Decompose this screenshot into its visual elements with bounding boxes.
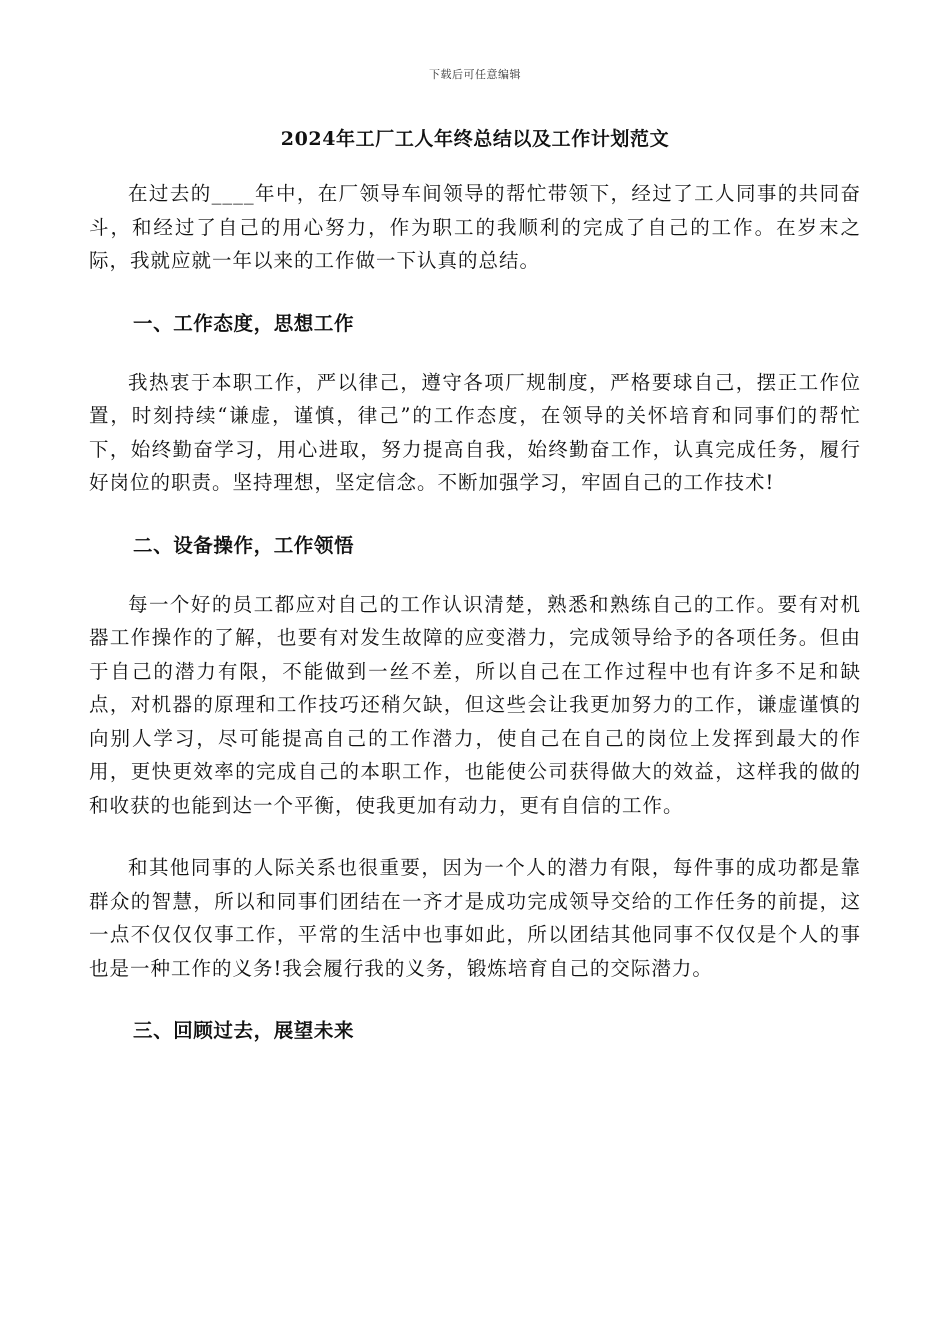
section-2-paragraph-2: 和其他同事的人际关系也很重要，因为一个人的潜力有限，每件事的成功都是靠群众的智慧，所以和同事们团结在一齐才是成功完成领导交给的工作任务的前提，这一点不仅仅仅事工作，平常的生活中也事如此，所以团结其他同事不仅仅是个人的事也是一种工作的义务!我会履行我的义务，锻炼培育自己的交际潜力。 (89, 856, 861, 980)
header-note: 下载后可任意编辑 (429, 68, 521, 81)
section-3-heading: 三、回顾过去，展望未来 (133, 1019, 355, 1042)
document-body (89, 177, 861, 1073)
intro-paragraph: 在过去的____年中，在厂领导车间领导的帮忙带领下，经过了工人同事的共同奋斗，和经过了自己的用心努力，作为职工的我顺利的完成了自己的工作。在岁末之际，我就应就一年以来的工作做一下认真的总结。 (89, 182, 861, 272)
section-2-heading: 二、设备操作，工作领悟 (133, 533, 355, 557)
section-2-paragraph-1: 每一个好的员工都应对自己的工作认识清楚，熟悉和熟练自己的工作。要有对机器工作操作的了解，也要有对发生故障的应变潜力，完成领导给予的各项任务。但由于自己的潜力有限，不能做到一丝不差，所以自己在工作过程中也有许多不足和缺点，对机器的原理和工作技巧还稍欠缺，但这些会让我更加努力的工作，谦虚谨慎的向别人学习，尽可能提高自己的工作潜力，使自己在自己的岗位上发挥到最大的作用，更快更效率的完成自己的本职工作，也能使公司获得做大的效益，这样我的做的和收获的也能到达一个平衡，使我更加有动力，更有自信的工作。 (89, 592, 861, 817)
document-title: 2024年工厂工人年终总结以及工作计划范文 (280, 128, 670, 150)
section-1-paragraph: 我热衷于本职工作，严以律己，遵守各项厂规制度，严格要球自己，摆正工作位置，时刻持续“谦虚，谨慎，律己”的工作态度，在领导的关怀培育和同事们的帮忙下，始终勤奋学习，用心进取，努力提高自我，始终勤奋工作，认真完成任务，履行好岗位的职责。坚持理想，坚定信念。不断加强学习，牢固自己的工作技术! (89, 370, 861, 494)
section-1-heading: 一、工作态度，思想工作 (133, 311, 355, 335)
